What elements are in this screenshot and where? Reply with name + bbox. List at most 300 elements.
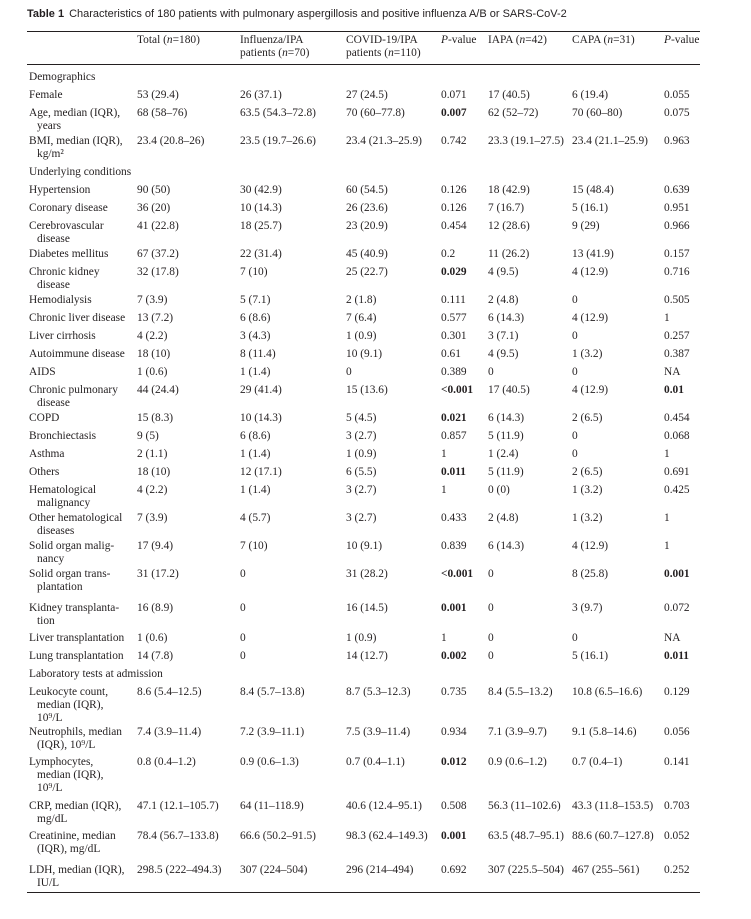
cell-capa: 0 xyxy=(572,430,578,442)
cell-p-value-2: 0.454 xyxy=(664,412,690,424)
cell-capa: 88.6 (60.7–127.8) xyxy=(572,830,654,842)
row-label-line: disease xyxy=(37,233,70,245)
cell-p-value-1: 0.011 xyxy=(441,466,466,478)
cell-influenza-ipa: 0 xyxy=(240,602,246,614)
cell-covid-ipa: 8.7 (5.3–12.3) xyxy=(346,686,411,698)
cell-iapa: 0 xyxy=(488,602,494,614)
cell-iapa: 11 (26.2) xyxy=(488,248,530,260)
row-label-line: Liver transplantation xyxy=(29,632,125,644)
cell-covid-ipa: 0.7 (0.4–1.1) xyxy=(346,756,405,768)
cell-p-value-2: 0.639 xyxy=(664,184,690,196)
header-text: -value xyxy=(447,34,477,46)
cell-iapa: 0 xyxy=(488,366,494,378)
cell-iapa: 3 (7.1) xyxy=(488,330,519,342)
row-label-line: Other hematological xyxy=(29,512,123,524)
row-label-line: Demographics xyxy=(29,71,96,83)
header-text: Influenza/IPA xyxy=(240,34,304,46)
row-label-line: years xyxy=(37,120,62,132)
cell-iapa: 56.3 (11–102.6) xyxy=(488,800,561,812)
header-p-value-1 xyxy=(441,34,476,47)
row-label-line: (IQR), mg/dL xyxy=(37,843,101,855)
cell-total: 78.4 (56.7–133.8) xyxy=(137,830,219,842)
cell-total: 16 (8.9) xyxy=(137,602,174,614)
cell-p-value-1: 0.2 xyxy=(441,248,456,260)
cell-influenza-ipa: 64 (11–118.9) xyxy=(240,800,304,812)
cell-capa: 6 (19.4) xyxy=(572,89,609,101)
cell-capa: 10.8 (6.5–16.6) xyxy=(572,686,643,698)
cell-covid-ipa: 15 (13.6) xyxy=(346,384,388,396)
cell-total: 90 (50) xyxy=(137,184,171,196)
cell-influenza-ipa: 8 (11.4) xyxy=(240,348,276,360)
cell-p-value-1: 0.012 xyxy=(441,756,467,768)
table-title: Characteristics of 180 patients with pulmonary aspergillosis and positive influenza A/B or SARS-CoV-2 xyxy=(69,8,567,20)
cell-total: 8.6 (5.4–12.5) xyxy=(137,686,202,698)
row-label xyxy=(29,632,124,645)
row-label xyxy=(29,540,114,566)
row-label-line: Liver cirrhosis xyxy=(29,330,96,342)
cell-capa: 0 xyxy=(572,632,578,644)
cell-total: 298.5 (222–494.3) xyxy=(137,864,222,876)
cell-p-value-1: 0.021 xyxy=(441,412,467,424)
cell-p-value-1: 0.857 xyxy=(441,430,467,442)
cell-p-value-2: 1 xyxy=(664,312,670,324)
cell-capa: 23.4 (21.1–25.9) xyxy=(572,135,648,147)
cell-total: 17 (9.4) xyxy=(137,540,174,552)
cell-p-value-2: 0.001 xyxy=(664,568,690,580)
cell-p-value-2: 0.055 xyxy=(664,89,690,101)
cell-iapa: 17 (40.5) xyxy=(488,89,530,101)
cell-influenza-ipa: 10 (14.3) xyxy=(240,412,282,424)
cell-capa: 4 (12.9) xyxy=(572,312,609,324)
cell-influenza-ipa: 26 (37.1) xyxy=(240,89,282,101)
cell-iapa: 0 xyxy=(488,632,494,644)
row-label-line: nancy xyxy=(37,553,65,565)
row-label-line: 10⁹/L xyxy=(37,782,63,794)
cell-p-value-1: <0.001 xyxy=(441,568,474,580)
cell-p-value-2: 0.072 xyxy=(664,602,690,614)
cell-p-value-2: 0.157 xyxy=(664,248,690,260)
row-label-line: Leukocyte count, xyxy=(29,686,109,698)
row-label xyxy=(29,89,63,102)
cell-capa: 70 (60–80) xyxy=(572,107,623,119)
cell-capa: 15 (48.4) xyxy=(572,184,614,196)
cell-p-value-1: 1 xyxy=(441,632,447,644)
row-label-line: 10⁹/L xyxy=(37,712,63,724)
row-label xyxy=(29,412,59,425)
row-label xyxy=(29,266,100,292)
row-label xyxy=(29,800,121,826)
header-capa xyxy=(572,34,635,47)
cell-total: 68 (58–76) xyxy=(137,107,188,119)
cell-p-value-2: 0.011 xyxy=(664,650,689,662)
row-label-line: Chronic kidney xyxy=(29,266,100,278)
header-influenza-ipa xyxy=(240,34,309,60)
cell-total: 9 (5) xyxy=(137,430,159,442)
cell-influenza-ipa: 8.4 (5.7–13.8) xyxy=(240,686,305,698)
cell-influenza-ipa: 63.5 (54.3–72.8) xyxy=(240,107,316,119)
row-label-line: Bronchiectasis xyxy=(29,430,97,442)
cell-p-value-2: 0.966 xyxy=(664,220,690,232)
cell-influenza-ipa: 66.6 (50.2–91.5) xyxy=(240,830,316,842)
row-label-line: Kidney transplanta- xyxy=(29,602,120,614)
cell-p-value-1: 0.692 xyxy=(441,864,467,876)
cell-total: 13 (7.2) xyxy=(137,312,174,324)
header-p-value-2 xyxy=(664,34,699,47)
cell-influenza-ipa: 30 (42.9) xyxy=(240,184,282,196)
row-label-line: Age, median (IQR), xyxy=(29,107,121,119)
cell-covid-ipa: 70 (60–77.8) xyxy=(346,107,405,119)
cell-p-value-2: 0.052 xyxy=(664,830,690,842)
cell-influenza-ipa: 18 (25.7) xyxy=(240,220,282,232)
row-label-line: BMI, median (IQR), xyxy=(29,135,123,147)
cell-total: 15 (8.3) xyxy=(137,412,174,424)
cell-p-value-1: 0.433 xyxy=(441,512,467,524)
cell-covid-ipa: 3 (2.7) xyxy=(346,512,377,524)
header-text: =180) xyxy=(172,34,200,46)
cell-total: 47.1 (12.1–105.7) xyxy=(137,800,219,812)
cell-covid-ipa: 7.5 (3.9–11.4) xyxy=(346,726,411,738)
cell-total: 23.4 (20.8–26) xyxy=(137,135,205,147)
row-label-line: LDH, median (IQR), xyxy=(29,864,125,876)
cell-p-value-2: 0.056 xyxy=(664,726,690,738)
header-text: n xyxy=(519,34,526,46)
row-label xyxy=(29,512,122,538)
row-label xyxy=(29,248,108,261)
header-text: n xyxy=(282,47,288,59)
row-label xyxy=(29,135,123,161)
cell-total: 18 (10) xyxy=(137,348,171,360)
cell-p-value-2: 0.716 xyxy=(664,266,690,278)
row-label xyxy=(29,568,110,594)
cell-p-value-1: 0.934 xyxy=(441,726,467,738)
cell-capa: 1 (3.2) xyxy=(572,484,603,496)
cell-p-value-2: 0.703 xyxy=(664,800,690,812)
cell-total: 1 (0.6) xyxy=(137,366,168,378)
cell-influenza-ipa: 307 (224–504) xyxy=(240,864,308,876)
row-label-line: COPD xyxy=(29,412,60,424)
cell-influenza-ipa: 3 (4.3) xyxy=(240,330,271,342)
cell-p-value-2: 0.505 xyxy=(664,294,690,306)
row-label xyxy=(29,107,120,133)
section-heading xyxy=(29,71,95,84)
row-label-line: Autoimmune disease xyxy=(29,348,125,360)
cell-iapa: 7 (16.7) xyxy=(488,202,525,214)
cell-p-value-1: 0.071 xyxy=(441,89,467,101)
row-label-line: disease xyxy=(37,279,70,291)
header-text: =110) xyxy=(393,47,421,59)
cell-capa: 0 xyxy=(572,294,578,306)
cell-iapa: 8.4 (5.5–13.2) xyxy=(488,686,553,698)
cell-p-value-1: 0.001 xyxy=(441,830,467,842)
cell-capa: 9.1 (5.8–14.6) xyxy=(572,726,637,738)
cell-p-value-1: 0.126 xyxy=(441,202,467,214)
cell-influenza-ipa: 29 (41.4) xyxy=(240,384,282,396)
cell-capa: 2 (6.5) xyxy=(572,412,603,424)
header-text: IAPA ( xyxy=(488,34,520,46)
cell-covid-ipa: 31 (28.2) xyxy=(346,568,388,580)
cell-influenza-ipa: 1 (1.4) xyxy=(240,448,271,460)
cell-iapa: 2 (4.8) xyxy=(488,294,519,306)
row-label-line: Diabetes mellitus xyxy=(29,248,109,260)
cell-iapa: 2 (4.8) xyxy=(488,512,519,524)
row-label xyxy=(29,312,125,325)
row-label xyxy=(29,184,90,197)
cell-iapa: 62 (52–72) xyxy=(488,107,539,119)
cell-influenza-ipa: 0 xyxy=(240,568,246,580)
cell-influenza-ipa: 4 (5.7) xyxy=(240,512,271,524)
row-label-line: Chronic liver disease xyxy=(29,312,126,324)
cell-influenza-ipa: 0 xyxy=(240,650,246,662)
cell-capa: 8 (25.8) xyxy=(572,568,609,580)
row-label xyxy=(29,384,118,410)
cell-total: 7 (3.9) xyxy=(137,294,168,306)
cell-covid-ipa: 14 (12.7) xyxy=(346,650,388,662)
row-label-line: kg/m² xyxy=(37,148,64,160)
cell-capa: 0 xyxy=(572,448,578,460)
cell-influenza-ipa: 22 (31.4) xyxy=(240,248,282,260)
cell-covid-ipa: 7 (6.4) xyxy=(346,312,377,324)
cell-iapa: 307 (225.5–504) xyxy=(488,864,564,876)
row-label-line: (IQR), 10⁹/L xyxy=(37,739,96,751)
header-text: n xyxy=(388,47,394,59)
cell-iapa: 5 (11.9) xyxy=(488,466,524,478)
row-label-line: median (IQR), xyxy=(37,699,104,711)
cell-total: 36 (20) xyxy=(137,202,171,214)
cell-p-value-1: 0.126 xyxy=(441,184,467,196)
header-text: Total ( xyxy=(137,34,167,46)
header-text: -value xyxy=(670,34,700,46)
cell-p-value-1: 0.735 xyxy=(441,686,467,698)
cell-iapa: 1 (2.4) xyxy=(488,448,519,460)
cell-p-value-1: 0.742 xyxy=(441,135,467,147)
cell-p-value-1: 0.454 xyxy=(441,220,467,232)
row-label xyxy=(29,484,96,510)
cell-p-value-2: 0.691 xyxy=(664,466,690,478)
cell-capa: 0 xyxy=(572,330,578,342)
cell-iapa: 63.5 (48.7–95.1) xyxy=(488,830,564,842)
row-label xyxy=(29,466,59,479)
cell-covid-ipa: 10 (9.1) xyxy=(346,540,383,552)
cell-p-value-1: 1 xyxy=(441,484,447,496)
cell-covid-ipa: 2 (1.8) xyxy=(346,294,377,306)
row-label-line: malignancy xyxy=(37,497,91,509)
cell-capa: 467 (255–561) xyxy=(572,864,640,876)
header-text: =42) xyxy=(525,34,547,46)
cell-p-value-2: 0.963 xyxy=(664,135,690,147)
cell-influenza-ipa: 1 (1.4) xyxy=(240,366,271,378)
row-label-line: Female xyxy=(29,89,63,101)
row-label-line: disease xyxy=(37,397,70,409)
cell-covid-ipa: 16 (14.5) xyxy=(346,602,388,614)
cell-p-value-2: 0.951 xyxy=(664,202,690,214)
row-label-line: Lung transplantation xyxy=(29,650,124,662)
cell-covid-ipa: 27 (24.5) xyxy=(346,89,388,101)
cell-p-value-1: 0.001 xyxy=(441,602,467,614)
cell-iapa: 6 (14.3) xyxy=(488,412,525,424)
row-label xyxy=(29,686,108,725)
cell-p-value-2: NA xyxy=(664,632,681,644)
cell-p-value-2: 1 xyxy=(664,448,670,460)
row-label-line: Cerebrovascular xyxy=(29,220,104,232)
cell-covid-ipa: 1 (0.9) xyxy=(346,448,377,460)
cell-iapa: 4 (9.5) xyxy=(488,348,519,360)
cell-p-value-1: 1 xyxy=(441,448,447,460)
cell-total: 0.8 (0.4–1.2) xyxy=(137,756,196,768)
header-text: =31) xyxy=(613,34,635,46)
cell-p-value-2: 0.01 xyxy=(664,384,684,396)
cell-influenza-ipa: 12 (17.1) xyxy=(240,466,282,478)
row-label-line: Underlying conditions xyxy=(29,166,132,178)
cell-covid-ipa: 0 xyxy=(346,366,352,378)
cell-p-value-1: 0.389 xyxy=(441,366,467,378)
cell-p-value-2: 0.257 xyxy=(664,330,690,342)
cell-p-value-2: NA xyxy=(664,366,681,378)
cell-iapa: 0 xyxy=(488,568,494,580)
cell-total: 14 (7.8) xyxy=(137,650,174,662)
row-label xyxy=(29,650,124,663)
cell-covid-ipa: 3 (2.7) xyxy=(346,430,377,442)
row-label-line: diseases xyxy=(37,525,75,537)
row-label-line: AIDS xyxy=(29,366,56,378)
row-label-line: Hematological xyxy=(29,484,97,496)
row-label xyxy=(29,830,116,856)
cell-p-value-2: 1 xyxy=(664,512,670,524)
header-text: patients ( xyxy=(240,47,283,59)
cell-influenza-ipa: 10 (14.3) xyxy=(240,202,282,214)
header-text: =70) xyxy=(287,47,310,59)
cell-iapa: 7.1 (3.9–9.7) xyxy=(488,726,547,738)
cell-iapa: 17 (40.5) xyxy=(488,384,530,396)
row-label-line: plantation xyxy=(37,581,83,593)
cell-p-value-2: 0.387 xyxy=(664,348,690,360)
row-label-line: Others xyxy=(29,466,60,478)
cell-influenza-ipa: 0 xyxy=(240,632,246,644)
cell-iapa: 4 (9.5) xyxy=(488,266,519,278)
cell-influenza-ipa: 0.9 (0.6–1.3) xyxy=(240,756,299,768)
row-label xyxy=(29,330,96,343)
cell-covid-ipa: 45 (40.9) xyxy=(346,248,388,260)
cell-influenza-ipa: 6 (8.6) xyxy=(240,312,271,324)
row-label xyxy=(29,448,64,461)
cell-covid-ipa: 25 (22.7) xyxy=(346,266,388,278)
cell-total: 4 (2.2) xyxy=(137,330,168,342)
cell-covid-ipa: 296 (214–494) xyxy=(346,864,414,876)
row-label xyxy=(29,294,92,307)
header-text: n xyxy=(607,34,614,46)
cell-capa: 4 (12.9) xyxy=(572,540,609,552)
cell-covid-ipa: 6 (5.5) xyxy=(346,466,377,478)
row-label-line: Chronic pulmonary xyxy=(29,384,118,396)
cell-total: 41 (22.8) xyxy=(137,220,179,232)
row-label-line: Lymphocytes, xyxy=(29,756,94,768)
cell-capa: 5 (16.1) xyxy=(572,650,609,662)
cell-p-value-2: 0.068 xyxy=(664,430,690,442)
row-label-line: tion xyxy=(37,615,55,627)
row-label-line: mg/dL xyxy=(37,813,68,825)
row-label xyxy=(29,220,104,246)
cell-p-value-1: <0.001 xyxy=(441,384,474,396)
cell-influenza-ipa: 7.2 (3.9–11.1) xyxy=(240,726,305,738)
cell-covid-ipa: 23 (20.9) xyxy=(346,220,388,232)
cell-p-value-1: 0.002 xyxy=(441,650,467,662)
row-label-line: Solid organ trans- xyxy=(29,568,111,580)
row-label xyxy=(29,430,96,443)
cell-influenza-ipa: 5 (7.1) xyxy=(240,294,271,306)
cell-total: 53 (29.4) xyxy=(137,89,179,101)
row-label-line: Coronary disease xyxy=(29,202,108,214)
row-label xyxy=(29,202,108,215)
row-label xyxy=(29,864,125,890)
row-label-line: Hemodialysis xyxy=(29,294,92,306)
cell-total: 67 (37.2) xyxy=(137,248,179,260)
cell-total: 7 (3.9) xyxy=(137,512,168,524)
cell-capa: 43.3 (11.8–153.5) xyxy=(572,800,654,812)
row-label xyxy=(29,366,56,379)
header-text: COVID-19/IPA xyxy=(346,34,418,46)
cell-p-value-1: 0.301 xyxy=(441,330,467,342)
section-heading xyxy=(29,166,131,179)
row-label-line: Solid organ malig- xyxy=(29,540,115,552)
cell-capa: 0.7 (0.4–1) xyxy=(572,756,623,768)
header-text: CAPA ( xyxy=(572,34,608,46)
cell-influenza-ipa: 6 (8.6) xyxy=(240,430,271,442)
cell-capa: 4 (12.9) xyxy=(572,384,609,396)
row-label-line: IU/L xyxy=(37,877,60,889)
cell-covid-ipa: 1 (0.9) xyxy=(346,330,377,342)
cell-total: 1 (0.6) xyxy=(137,632,168,644)
cell-total: 32 (17.8) xyxy=(137,266,179,278)
cell-iapa: 5 (11.9) xyxy=(488,430,524,442)
cell-p-value-2: 1 xyxy=(664,540,670,552)
cell-covid-ipa: 1 (0.9) xyxy=(346,632,377,644)
cell-p-value-1: 0.111 xyxy=(441,294,466,306)
cell-iapa: 12 (28.6) xyxy=(488,220,530,232)
row-label xyxy=(29,602,119,628)
row-label xyxy=(29,348,125,361)
header-total xyxy=(137,34,200,47)
cell-p-value-2: 0.141 xyxy=(664,756,690,768)
cell-covid-ipa: 3 (2.7) xyxy=(346,484,377,496)
cell-influenza-ipa: 7 (10) xyxy=(240,266,268,278)
cell-covid-ipa: 60 (54.5) xyxy=(346,184,388,196)
cell-p-value-1: 0.61 xyxy=(441,348,461,360)
row-label-line: CRP, median (IQR), xyxy=(29,800,122,812)
header-text: P xyxy=(664,34,671,46)
cell-covid-ipa: 23.4 (21.3–25.9) xyxy=(346,135,422,147)
row-label-line: Laboratory tests at admission xyxy=(29,668,163,680)
cell-covid-ipa: 40.6 (12.4–95.1) xyxy=(346,800,422,812)
cell-p-value-1: 0.839 xyxy=(441,540,467,552)
row-label-line: Asthma xyxy=(29,448,65,460)
cell-total: 31 (17.2) xyxy=(137,568,179,580)
cell-total: 44 (24.4) xyxy=(137,384,179,396)
row-label xyxy=(29,726,122,752)
cell-p-value-1: 0.577 xyxy=(441,312,467,324)
cell-covid-ipa: 10 (9.1) xyxy=(346,348,383,360)
cell-capa: 5 (16.1) xyxy=(572,202,609,214)
cell-p-value-1: 0.029 xyxy=(441,266,467,278)
header-text: P xyxy=(441,34,448,46)
row-label-line: Neutrophils, median xyxy=(29,726,123,738)
cell-influenza-ipa: 23.5 (19.7–26.6) xyxy=(240,135,316,147)
cell-covid-ipa: 26 (23.6) xyxy=(346,202,388,214)
header-iapa xyxy=(488,34,547,47)
cell-capa: 2 (6.5) xyxy=(572,466,603,478)
cell-capa: 1 (3.2) xyxy=(572,348,603,360)
row-label-line: median (IQR), xyxy=(37,769,104,781)
cell-iapa: 18 (42.9) xyxy=(488,184,530,196)
header-covid-ipa xyxy=(346,34,421,60)
